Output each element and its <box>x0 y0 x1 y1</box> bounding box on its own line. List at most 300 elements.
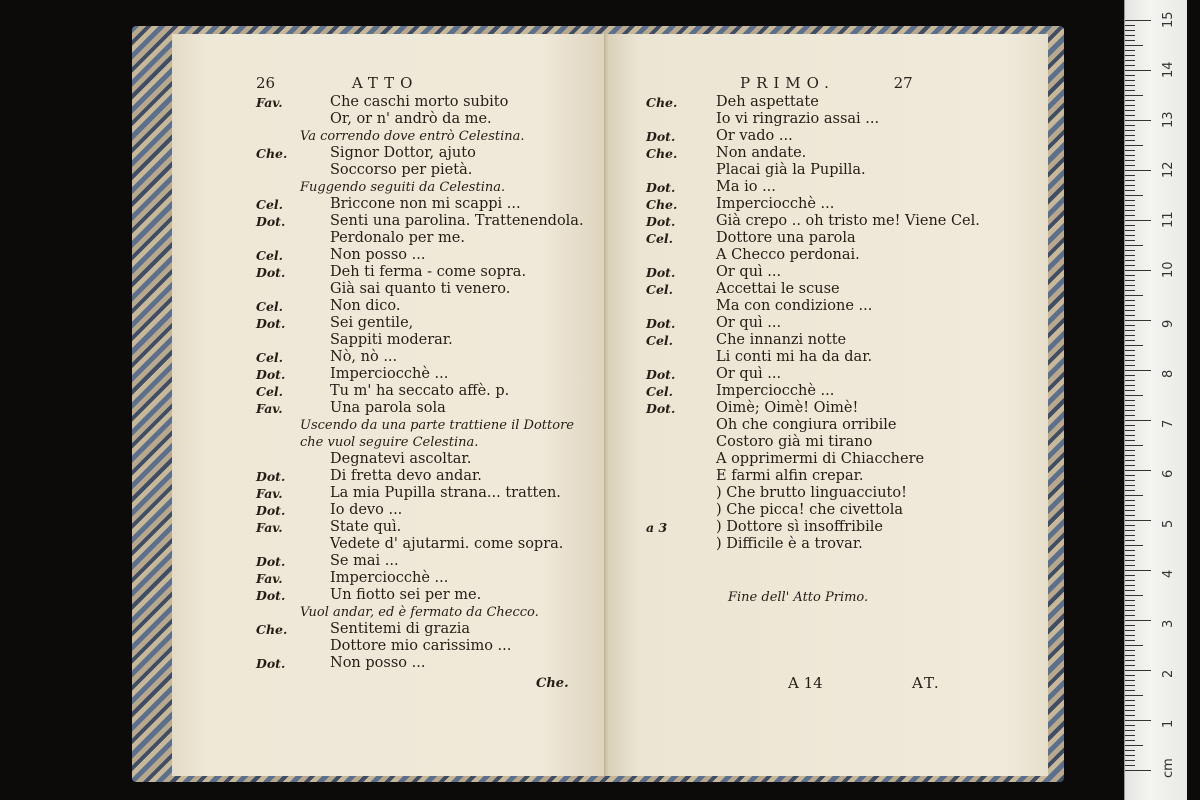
ruler-tick <box>1125 770 1151 771</box>
dialogue-text: Briccone non mi scappi ... <box>330 196 521 212</box>
ruler-minor-tick <box>1125 710 1135 711</box>
text-line <box>256 315 596 332</box>
text-line <box>646 485 986 502</box>
text-line <box>256 332 596 349</box>
ruler-minor-tick <box>1125 25 1135 26</box>
ruler-minor-tick <box>1125 140 1135 141</box>
ruler-minor-tick <box>1125 415 1135 416</box>
dialogue-text: Deh ti ferma - come sopra. <box>330 264 527 280</box>
ruler-minor-tick <box>1125 360 1135 361</box>
ruler-label: 2 <box>1161 669 1176 678</box>
dialogue-text: Che caschi morto subito <box>330 94 509 110</box>
ruler-label: 5 <box>1161 519 1176 528</box>
text-line <box>256 179 596 196</box>
speaker-label: Fav. <box>256 520 283 535</box>
dialogue-text: State quì. <box>330 519 402 535</box>
dialogue-text: Vedete d' ajutarmi. come sopra. <box>330 536 564 552</box>
text-line <box>256 111 596 128</box>
ruler-minor-tick <box>1125 355 1135 356</box>
ruler-minor-tick <box>1125 350 1135 351</box>
dialogue-text: Già crepo .. oh tristo me! Viene Cel. <box>716 213 980 229</box>
ruler-minor-tick <box>1125 35 1135 36</box>
text-line <box>646 417 986 434</box>
speaker-label: Dot. <box>646 214 676 229</box>
speaker-label: Dot. <box>646 129 676 144</box>
ruler-label: 3 <box>1161 619 1176 628</box>
text-line <box>256 264 596 281</box>
ruler-minor-tick <box>1125 240 1135 241</box>
speaker-label: Dot. <box>256 214 286 229</box>
speaker-label: Cel. <box>256 248 284 263</box>
text-line <box>646 315 986 332</box>
text-line <box>646 179 986 196</box>
dialogue-text: Or quì ... <box>716 315 782 331</box>
ruler-minor-tick <box>1125 280 1135 281</box>
ruler-minor-tick <box>1125 600 1135 601</box>
speaker-label: Che. <box>256 622 288 637</box>
dialogue-text: Non posso ... <box>330 655 426 671</box>
ruler-minor-tick <box>1125 465 1135 466</box>
dialogue-text: Imperciocchè ... <box>330 366 449 382</box>
text-line <box>256 230 596 247</box>
ruler-label: 6 <box>1161 469 1176 478</box>
dialogue-text: Non dico. <box>330 298 401 314</box>
ruler-minor-tick <box>1125 615 1135 616</box>
text-line <box>646 94 986 111</box>
ruler-label: 10 <box>1161 261 1176 278</box>
ruler-minor-tick <box>1125 475 1135 476</box>
dialogue-text: Senti una parolina. Trattenendola. <box>330 213 584 229</box>
dialogue-text: Imperciocchè ... <box>330 570 449 586</box>
text-line <box>646 247 986 264</box>
text-line <box>256 468 596 485</box>
speaker-label: Dot. <box>646 265 676 280</box>
speaker-label: Dot. <box>256 367 286 382</box>
text-line <box>256 366 596 383</box>
dialogue-text: ) Che brutto linguacciuto! <box>716 485 907 501</box>
speaker-label: Dot. <box>256 554 286 569</box>
dialogue-text: Ma io ... <box>716 179 776 195</box>
left-page-text <box>256 94 596 672</box>
text-line <box>256 604 596 621</box>
ruler-minor-tick <box>1125 700 1135 701</box>
ruler-label: cm <box>1161 758 1176 778</box>
ruler-minor-tick <box>1125 750 1135 751</box>
dialogue-text: ) Dottore sì insoffribile <box>716 519 883 535</box>
text-line <box>646 349 986 366</box>
left-catchword: Che. <box>536 676 569 691</box>
dialogue-text: Imperciocchè ... <box>716 383 835 399</box>
ruler-label: 12 <box>1161 161 1176 178</box>
ruler-minor-tick <box>1125 55 1135 56</box>
left-page-number: 26 <box>256 74 276 92</box>
ruler-minor-tick <box>1125 405 1135 406</box>
text-line <box>646 400 986 417</box>
ruler-minor-tick <box>1125 385 1135 386</box>
ruler-minor-tick <box>1125 665 1135 666</box>
text-line <box>256 247 596 264</box>
text-line <box>646 281 986 298</box>
ruler-minor-tick <box>1125 555 1135 556</box>
ruler-minor-tick <box>1125 45 1143 46</box>
text-line <box>646 213 986 230</box>
dialogue-text: Sentitemi di grazia <box>330 621 471 637</box>
ruler-minor-tick <box>1125 765 1135 766</box>
ruler-minor-tick <box>1125 450 1135 451</box>
ruler-tick <box>1125 670 1151 671</box>
right-page-text <box>646 94 986 553</box>
ruler-minor-tick <box>1125 660 1135 661</box>
stage-direction: Fuggendo seguiti da Celestina. <box>300 180 506 195</box>
ruler-tick <box>1125 320 1151 321</box>
dialogue-text: Imperciocchè ... <box>716 196 835 212</box>
ruler-minor-tick <box>1125 310 1135 311</box>
ruler-minor-tick <box>1125 265 1135 266</box>
speaker-label: Che. <box>646 197 678 212</box>
ruler-minor-tick <box>1125 125 1135 126</box>
speaker-label: Fav. <box>256 571 283 586</box>
ruler-minor-tick <box>1125 685 1135 686</box>
stage-direction: Vuol andar, ed è fermato da Checco. <box>300 605 539 620</box>
ruler-label: 13 <box>1161 111 1176 128</box>
ruler-minor-tick <box>1125 200 1135 201</box>
ruler-minor-tick <box>1125 165 1135 166</box>
text-line <box>256 383 596 400</box>
text-line <box>646 264 986 281</box>
dialogue-text: Perdonalo per me. <box>330 230 465 246</box>
ruler-minor-tick <box>1125 235 1135 236</box>
ruler-minor-tick <box>1125 650 1135 651</box>
ruler-tick <box>1125 420 1151 421</box>
text-line <box>256 451 596 468</box>
ruler-minor-tick <box>1125 90 1135 91</box>
ruler-minor-tick <box>1125 705 1135 706</box>
ruler-minor-tick <box>1125 460 1135 461</box>
dialogue-text: Oimè; Oimè! Oimè! <box>716 400 859 416</box>
ruler-minor-tick <box>1125 605 1135 606</box>
ruler-minor-tick <box>1125 640 1135 641</box>
ruler-minor-tick <box>1125 480 1135 481</box>
ruler-tick <box>1125 170 1151 171</box>
dialogue-text: Di fretta devo andar. <box>330 468 482 484</box>
text-line <box>256 519 596 536</box>
speaker-label: Cel. <box>646 282 674 297</box>
text-line <box>256 638 596 655</box>
text-line <box>256 570 596 587</box>
text-line <box>256 400 596 417</box>
ruler-minor-tick <box>1125 635 1135 636</box>
text-line <box>256 621 596 638</box>
text-line <box>256 553 596 570</box>
ruler-label: 11 <box>1161 211 1176 228</box>
speaker-label: a 3 <box>646 520 668 535</box>
dialogue-text: Dottore mio carissimo ... <box>330 638 512 654</box>
dialogue-text: Sappiti moderar. <box>330 332 453 348</box>
ruler-minor-tick <box>1125 50 1135 51</box>
ruler-minor-tick <box>1125 40 1135 41</box>
text-line <box>646 519 986 536</box>
left-running-title: ATTO <box>351 74 419 92</box>
ruler-minor-tick <box>1125 675 1135 676</box>
ruler-minor-tick <box>1125 260 1135 261</box>
speaker-label: Cel. <box>646 231 674 246</box>
text-line <box>646 111 986 128</box>
dialogue-text: Deh aspettate <box>716 94 819 110</box>
speaker-label: Cel. <box>256 384 284 399</box>
dialogue-text: Degnatevi ascoltar. <box>330 451 472 467</box>
dialogue-text: Nò, nò ... <box>330 349 398 365</box>
speaker-label: Che. <box>646 146 678 161</box>
ruler-minor-tick <box>1125 540 1135 541</box>
speaker-label: Dot. <box>256 265 286 280</box>
ruler-tick <box>1125 470 1151 471</box>
text-line <box>256 434 596 451</box>
dialogue-text: Una parola sola <box>330 400 446 416</box>
ruler-minor-tick <box>1125 395 1143 396</box>
ruler-label: 7 <box>1161 419 1176 428</box>
text-line <box>646 468 986 485</box>
ruler-minor-tick <box>1125 575 1135 576</box>
ruler-minor-tick <box>1125 145 1143 146</box>
dialogue-text: Or vado ... <box>716 128 793 144</box>
ruler-label: 9 <box>1161 319 1176 328</box>
dialogue-text: Non posso ... <box>330 247 426 263</box>
stage-direction: che vuol seguire Celestina. <box>300 435 479 450</box>
act-ending: Fine dell' Atto Primo. <box>728 590 869 605</box>
dialogue-text: A opprimermi di Chiacchere <box>716 451 925 467</box>
ruler-minor-tick <box>1125 205 1135 206</box>
text-line <box>256 162 596 179</box>
text-line <box>646 298 986 315</box>
text-line <box>646 128 986 145</box>
ruler-minor-tick <box>1125 680 1135 681</box>
ruler-minor-tick <box>1125 160 1135 161</box>
ruler-minor-tick <box>1125 230 1135 231</box>
signature-mark: A 14 <box>788 674 823 692</box>
ruler-minor-tick <box>1125 255 1135 256</box>
speaker-label: Dot. <box>646 367 676 382</box>
dialogue-text: La mia Pupilla strana... tratten. <box>330 485 561 501</box>
text-line <box>646 196 986 213</box>
dialogue-text: Un fiotto sei per me. <box>330 587 482 603</box>
ruler-minor-tick <box>1125 325 1135 326</box>
text-line <box>646 434 986 451</box>
ruler-minor-tick <box>1125 110 1135 111</box>
text-line <box>646 230 986 247</box>
ruler-minor-tick <box>1125 80 1135 81</box>
ruler-minor-tick <box>1125 595 1143 596</box>
ruler-minor-tick <box>1125 335 1135 336</box>
ruler-minor-tick <box>1125 430 1135 431</box>
ruler-minor-tick <box>1125 645 1143 646</box>
ruler-minor-tick <box>1125 500 1135 501</box>
speaker-label: Cel. <box>256 197 284 212</box>
ruler-minor-tick <box>1125 135 1135 136</box>
ruler-minor-tick <box>1125 215 1135 216</box>
dialogue-text: Che innanzi notte <box>716 332 847 348</box>
ruler-minor-tick <box>1125 60 1135 61</box>
ruler-minor-tick <box>1125 515 1135 516</box>
ruler-minor-tick <box>1125 565 1135 566</box>
text-line <box>646 332 986 349</box>
ruler-label: 15 <box>1161 11 1176 28</box>
dialogue-text: A Checco perdonai. <box>716 247 860 263</box>
speaker-label: Dot. <box>256 316 286 331</box>
ruler-minor-tick <box>1125 510 1135 511</box>
dialogue-text: Or quì ... <box>716 264 782 280</box>
text-line <box>256 655 596 672</box>
speaker-label: Dot. <box>646 180 676 195</box>
speaker-label: Fav. <box>256 95 283 110</box>
stage-direction: Uscendo da una parte trattiene il Dottore <box>300 418 574 433</box>
ruler-minor-tick <box>1125 390 1135 391</box>
ruler-minor-tick <box>1125 440 1135 441</box>
ruler-minor-tick <box>1125 330 1135 331</box>
text-line <box>646 145 986 162</box>
ruler-minor-tick <box>1125 340 1135 341</box>
ruler-tick <box>1125 570 1151 571</box>
ruler-minor-tick <box>1125 305 1135 306</box>
ruler-minor-tick <box>1125 560 1135 561</box>
text-line <box>256 94 596 111</box>
stage-direction: Va correndo dove entrò Celestina. <box>300 129 525 144</box>
ruler-label: 14 <box>1161 61 1176 78</box>
text-line <box>256 128 596 145</box>
speaker-label: Dot. <box>646 316 676 331</box>
ruler-tick <box>1125 70 1151 71</box>
dialogue-text: Or, or n' andrò da me. <box>330 111 492 127</box>
ruler-minor-tick <box>1125 285 1135 286</box>
ruler-minor-tick <box>1125 745 1143 746</box>
text-line <box>646 366 986 383</box>
dialogue-text: ) Difficile è a trovar. <box>716 536 863 552</box>
speaker-label: Cel. <box>646 333 674 348</box>
ruler-label: 4 <box>1161 569 1176 578</box>
ruler-label: 8 <box>1161 369 1176 378</box>
ruler-tick <box>1125 220 1151 221</box>
dialogue-text: Io devo ... <box>330 502 403 518</box>
text-line <box>646 162 986 179</box>
ruler-minor-tick <box>1125 455 1135 456</box>
speaker-label: Che. <box>646 95 678 110</box>
text-line <box>256 485 596 502</box>
ruler-minor-tick <box>1125 435 1135 436</box>
dialogue-text: Già sai quanto ti venero. <box>330 281 511 297</box>
ruler-minor-tick <box>1125 300 1135 301</box>
right-running-title: PRIMO. <box>740 74 835 92</box>
dialogue-text: E farmi alfin crepar. <box>716 468 864 484</box>
ruler-minor-tick <box>1125 550 1135 551</box>
speaker-label: Fav. <box>256 401 283 416</box>
ruler-tick <box>1125 720 1151 721</box>
ruler-minor-tick <box>1125 590 1135 591</box>
ruler-minor-tick <box>1125 345 1143 346</box>
text-line <box>256 281 596 298</box>
ruler-minor-tick <box>1125 100 1135 101</box>
ruler-tick <box>1125 120 1151 121</box>
dialogue-text: Placai già la Pupilla. <box>716 162 866 178</box>
ruler-minor-tick <box>1125 735 1135 736</box>
ruler-minor-tick <box>1125 535 1135 536</box>
speaker-label: Dot. <box>646 401 676 416</box>
ruler-minor-tick <box>1125 85 1135 86</box>
ruler-minor-tick <box>1125 315 1135 316</box>
ruler-label: 1 <box>1161 719 1176 728</box>
ruler-minor-tick <box>1125 625 1135 626</box>
dialogue-text: Accettai le scuse <box>716 281 840 297</box>
dialogue-text: ) Che picca! che civettola <box>716 502 903 518</box>
ruler-minor-tick <box>1125 755 1135 756</box>
dialogue-text: Soccorso per pietà. <box>330 162 473 178</box>
dialogue-text: Costoro già mi tirano <box>716 434 873 450</box>
ruler-minor-tick <box>1125 155 1135 156</box>
right-running-head <box>740 74 913 92</box>
dialogue-text: Tu m' ha seccato affè. p. <box>330 383 510 399</box>
ruler-minor-tick <box>1125 715 1135 716</box>
text-line <box>256 536 596 553</box>
ruler-minor-tick <box>1125 150 1135 151</box>
text-line <box>646 536 986 553</box>
right-page-number: 27 <box>893 74 913 92</box>
speaker-label: Dot. <box>256 469 286 484</box>
ruler-minor-tick <box>1125 730 1135 731</box>
dialogue-text: Ma con condizione ... <box>716 298 873 314</box>
speaker-label: Fav. <box>256 486 283 501</box>
ruler-minor-tick <box>1125 585 1135 586</box>
ruler-tick <box>1125 270 1151 271</box>
measurement-ruler <box>1124 0 1187 800</box>
dialogue-text: Sei gentile, <box>330 315 414 331</box>
text-line <box>646 451 986 468</box>
text-line <box>256 196 596 213</box>
ruler-minor-tick <box>1125 400 1135 401</box>
ruler-minor-tick <box>1125 530 1135 531</box>
ruler-minor-tick <box>1125 30 1135 31</box>
ruler-minor-tick <box>1125 375 1135 376</box>
speaker-label: Dot. <box>256 656 286 671</box>
text-line <box>256 502 596 519</box>
ruler-minor-tick <box>1125 115 1135 116</box>
ruler-minor-tick <box>1125 740 1135 741</box>
speaker-label: Dot. <box>256 503 286 518</box>
ruler-minor-tick <box>1125 245 1143 246</box>
ruler-minor-tick <box>1125 275 1135 276</box>
dialogue-text: Se mai ... <box>330 553 399 569</box>
ruler-tick <box>1125 370 1151 371</box>
text-line <box>256 213 596 230</box>
ruler-minor-tick <box>1125 210 1135 211</box>
ruler-minor-tick <box>1125 250 1135 251</box>
dialogue-text: Non andate. <box>716 145 807 161</box>
ruler-minor-tick <box>1125 490 1135 491</box>
ruler-minor-tick <box>1125 425 1135 426</box>
speaker-label: Cel. <box>256 350 284 365</box>
ruler-minor-tick <box>1125 105 1135 106</box>
ruler-minor-tick <box>1125 545 1143 546</box>
ruler-minor-tick <box>1125 225 1135 226</box>
dialogue-text: Or quì ... <box>716 366 782 382</box>
ruler-minor-tick <box>1125 290 1135 291</box>
right-catchword: AT. <box>912 674 941 692</box>
text-line <box>646 502 986 519</box>
dialogue-text: Io vi ringrazio assai ... <box>716 111 880 127</box>
ruler-minor-tick <box>1125 725 1135 726</box>
ruler-minor-tick <box>1125 65 1135 66</box>
ruler-tick <box>1125 20 1151 21</box>
ruler-minor-tick <box>1125 190 1135 191</box>
ruler-minor-tick <box>1125 295 1143 296</box>
text-line <box>256 145 596 162</box>
